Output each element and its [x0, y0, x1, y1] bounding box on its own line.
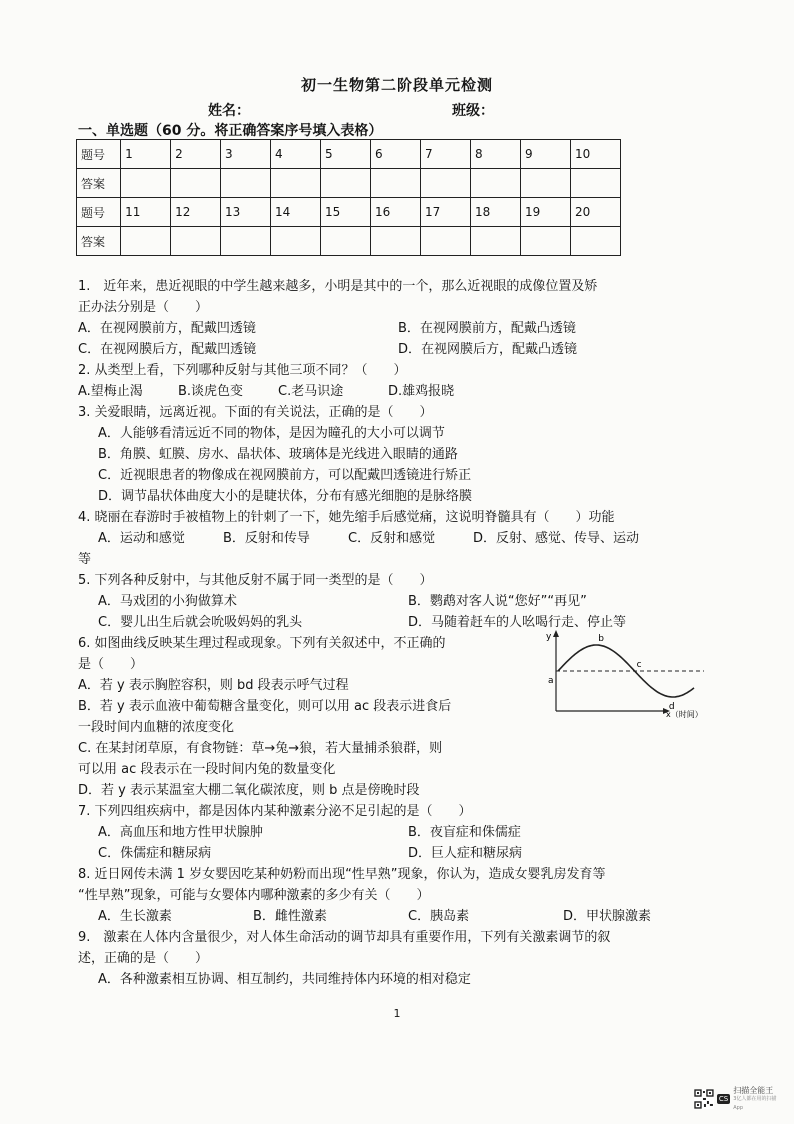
answer-cell[interactable]	[371, 169, 421, 198]
option-a: A.望梅止渴	[78, 384, 143, 399]
question-2	[78, 360, 718, 402]
student-info-row	[0, 100, 794, 122]
number-row-label: 题号	[77, 140, 121, 169]
answer-table	[76, 139, 621, 256]
answer-row-label: 答案	[77, 169, 121, 198]
option-b-cont: 一段时间内血糖的浓度变化	[78, 720, 235, 735]
option-a: A．人能够看清远近不同的物体，是因为瞳孔的大小可以调节	[98, 426, 445, 441]
option-c: C．近视眼患者的物像成在视网膜前方，可以配戴凹透镜进行矫正	[98, 468, 472, 483]
option-d: D．马随着赶车的人吆喝行走、停止等	[408, 615, 627, 630]
point-label-d: d	[668, 702, 675, 712]
option-c: C. 在某封闭草原，有食物链：草→兔→狼，若大量捕杀狼群，则	[78, 741, 443, 756]
option-b: B．鹦鹉对客人说“您好”“再见”	[408, 594, 587, 609]
answer-cell[interactable]	[171, 227, 221, 256]
question-number: 12	[171, 198, 221, 227]
option-d: D．在视网膜后方，配戴凸透镜	[398, 342, 578, 357]
option-b: B．雌性激素	[253, 909, 327, 924]
question-number: 10	[570, 140, 620, 169]
question-4	[78, 507, 718, 570]
options	[78, 381, 718, 402]
question-stem: 3. 关爱眼睛，远离近视。下面的有关说法，正确的是（ ）	[78, 405, 433, 420]
option-d: D.雄鸡报晓	[388, 384, 455, 399]
options	[78, 906, 718, 927]
class-label: 班级：	[452, 103, 494, 119]
option-a: A．运动和感觉	[98, 531, 185, 546]
question-stem: 7. 下列四组疾病中，都是因体内某种激素分泌不足引起的是（ ）	[78, 804, 472, 819]
answer-cell[interactable]	[271, 227, 321, 256]
option-b: B．角膜、虹膜、房水、晶状体、玻璃体是光线进入眼睛的通路	[98, 447, 458, 462]
question-8	[78, 864, 718, 927]
answer-cell[interactable]	[420, 227, 470, 256]
question-stem: 1. 近年来，患近视眼的中学生越来越多，小明是其中的一个，那么近视眼的成像位置及矫	[78, 279, 598, 294]
stamp-subtext: 3亿人都在用的扫描App	[733, 1095, 777, 1111]
option-c: C．在视网膜后方，配戴凹透镜	[78, 342, 257, 357]
page-number: 1	[393, 1007, 401, 1020]
question-number: 18	[470, 198, 520, 227]
option-b: B．在视网膜前方，配戴凸透镜	[398, 321, 576, 336]
answer-cell[interactable]	[520, 227, 570, 256]
answer-row-label: 答案	[77, 227, 121, 256]
option-a: A．马戏团的小狗做算术	[98, 594, 237, 609]
option-c-cont: 可以用 ac 段表示在一段时间内兔的数量变化	[78, 762, 336, 777]
answer-row-2	[77, 227, 621, 256]
option-a: A．生长激素	[98, 909, 172, 924]
option-b: B．若 y 表示血液中葡萄糖含量变化，则可以用 ac 段表示进食后	[78, 699, 452, 714]
answer-cell[interactable]	[570, 169, 620, 198]
question-number: 3	[221, 140, 271, 169]
name-label: 姓名：	[208, 103, 250, 119]
question-number: 20	[570, 198, 620, 227]
question-number: 9	[520, 140, 570, 169]
option-c: C.老马识途	[278, 384, 344, 399]
option-a: A．各种激素相互协调、相互制约，共同维持体内环境的相对稳定	[98, 972, 471, 987]
question-number: 15	[321, 198, 371, 227]
answer-cell[interactable]	[171, 169, 221, 198]
question-number: 19	[520, 198, 570, 227]
question-number: 5	[321, 140, 371, 169]
point-label-a: a	[548, 676, 554, 686]
question-stem-cont: 述，正确的是（ ）	[78, 951, 209, 966]
number-row-1	[77, 140, 621, 169]
option-d: D．反射、感觉、传导、运动	[473, 531, 640, 546]
question-number: 2	[171, 140, 221, 169]
question-1	[78, 276, 718, 360]
section-heading: 一、单选题（60 分。将正确答案序号填入表格）	[78, 123, 383, 139]
y-axis-label: y	[546, 632, 552, 642]
question-stem: 6. 如图曲线反映某生理过程或现象。下列有关叙述中，不正确的	[78, 636, 446, 651]
answer-cell[interactable]	[470, 227, 520, 256]
option-a: A．若 y 表示胸腔容积，则 bd 段表示呼气过程	[78, 678, 349, 693]
question-number: 17	[420, 198, 470, 227]
answer-cell[interactable]	[221, 227, 271, 256]
options	[78, 318, 718, 360]
option-d-cont: 等	[78, 552, 92, 567]
camscanner-logo: CS	[718, 1095, 729, 1103]
option-b: B.谈虎色变	[178, 384, 244, 399]
question-stem: 5. 下列各种反射中，与其他反射不属于同一类型的是（ ）	[78, 573, 433, 588]
answer-cell[interactable]	[321, 169, 371, 198]
number-row-2	[77, 198, 621, 227]
answer-row-1	[77, 169, 621, 198]
question-stem: 4. 晓丽在春游时手被植物上的针刺了一下，她先缩手后感觉痛，这说明脊髓具有（ ）功能	[78, 510, 615, 525]
stamp-text	[733, 1086, 786, 1113]
question-6-text	[78, 633, 530, 780]
question-stem: 9. 激素在人体内含量很少，对人体生命活动的调节却具有重要作用，下列有关激素调节的叙	[78, 930, 611, 945]
question-stem-cont: 正办法分别是（ ）	[78, 300, 209, 315]
question-number: 1	[121, 140, 171, 169]
question-number: 13	[221, 198, 271, 227]
options	[78, 822, 718, 864]
question-number: 14	[271, 198, 321, 227]
option-a: A．在视网膜前方，配戴凹透镜	[78, 321, 256, 336]
option-c: C．胰岛素	[408, 909, 470, 924]
answer-cell[interactable]	[321, 227, 371, 256]
answer-cell[interactable]	[271, 169, 321, 198]
y-axis-arrow	[553, 630, 559, 637]
question-number: 4	[271, 140, 321, 169]
answer-cell[interactable]	[470, 169, 520, 198]
option-c: C．婴儿出生后就会吮吸妈妈的乳头	[98, 615, 303, 630]
option-b: B．反射和传导	[223, 531, 310, 546]
qr-code-icon	[694, 1089, 714, 1109]
question-number: 7	[420, 140, 470, 169]
answer-cell[interactable]	[221, 169, 271, 198]
option-d: D．若 y 表示某温室大棚二氧化碳浓度，则 b 点是傍晚时段	[78, 783, 420, 798]
answer-cell[interactable]	[570, 227, 620, 256]
option-d: D．甲状腺激素	[563, 909, 652, 924]
option-b: B．夜盲症和侏儒症	[408, 825, 521, 840]
page-title: 初一生物第二阶段单元检测	[300, 76, 493, 94]
number-row-label: 题号	[77, 198, 121, 227]
option-c: C．反射和感觉	[348, 531, 436, 546]
question-stem-cont: 是（ ）	[78, 657, 144, 672]
answer-cell[interactable]	[420, 169, 470, 198]
options	[78, 528, 718, 549]
scanner-watermark	[694, 1087, 786, 1111]
option-a: A．高血压和地方性甲状腺肿	[98, 825, 263, 840]
answer-cell[interactable]	[121, 227, 171, 256]
answer-cell[interactable]	[121, 169, 171, 198]
question-stem: 2. 从类型上看，下列哪种反射与其他三项不同？（ ）	[78, 363, 407, 378]
question-7	[78, 801, 718, 864]
question-number: 8	[470, 140, 520, 169]
question-number: 11	[121, 198, 171, 227]
answer-cell[interactable]	[520, 169, 570, 198]
option-d: D．巨人症和糖尿病	[408, 846, 523, 861]
question-stem-cont: “性早熟”现象，可能与女婴体内哪种激素的多少有关（ ）	[78, 888, 430, 903]
point-label-c: c	[636, 660, 642, 670]
question-number: 16	[371, 198, 421, 227]
x-axis-label: x（时间）	[666, 710, 703, 719]
question-list	[78, 276, 718, 990]
question-number: 6	[371, 140, 421, 169]
option-c: C．侏儒症和糖尿病	[98, 846, 212, 861]
question-6	[78, 633, 718, 801]
curve-chart	[544, 627, 714, 719]
question-5	[78, 570, 718, 633]
question-stem: 8. 近日网传未满 1 岁女婴因吃某种奶粉而出现“性早熟”现象，你认为，造成女婴乳房发育等	[78, 867, 606, 882]
question-9	[78, 927, 718, 990]
stamp-brand: 扫描全能王	[733, 1085, 774, 1095]
answer-cell[interactable]	[371, 227, 421, 256]
point-label-b: b	[598, 634, 605, 644]
option-d: D．调节晶状体曲度大小的是睫状体，分布有感光细胞的是脉络膜	[98, 489, 473, 504]
question-3	[78, 402, 718, 507]
